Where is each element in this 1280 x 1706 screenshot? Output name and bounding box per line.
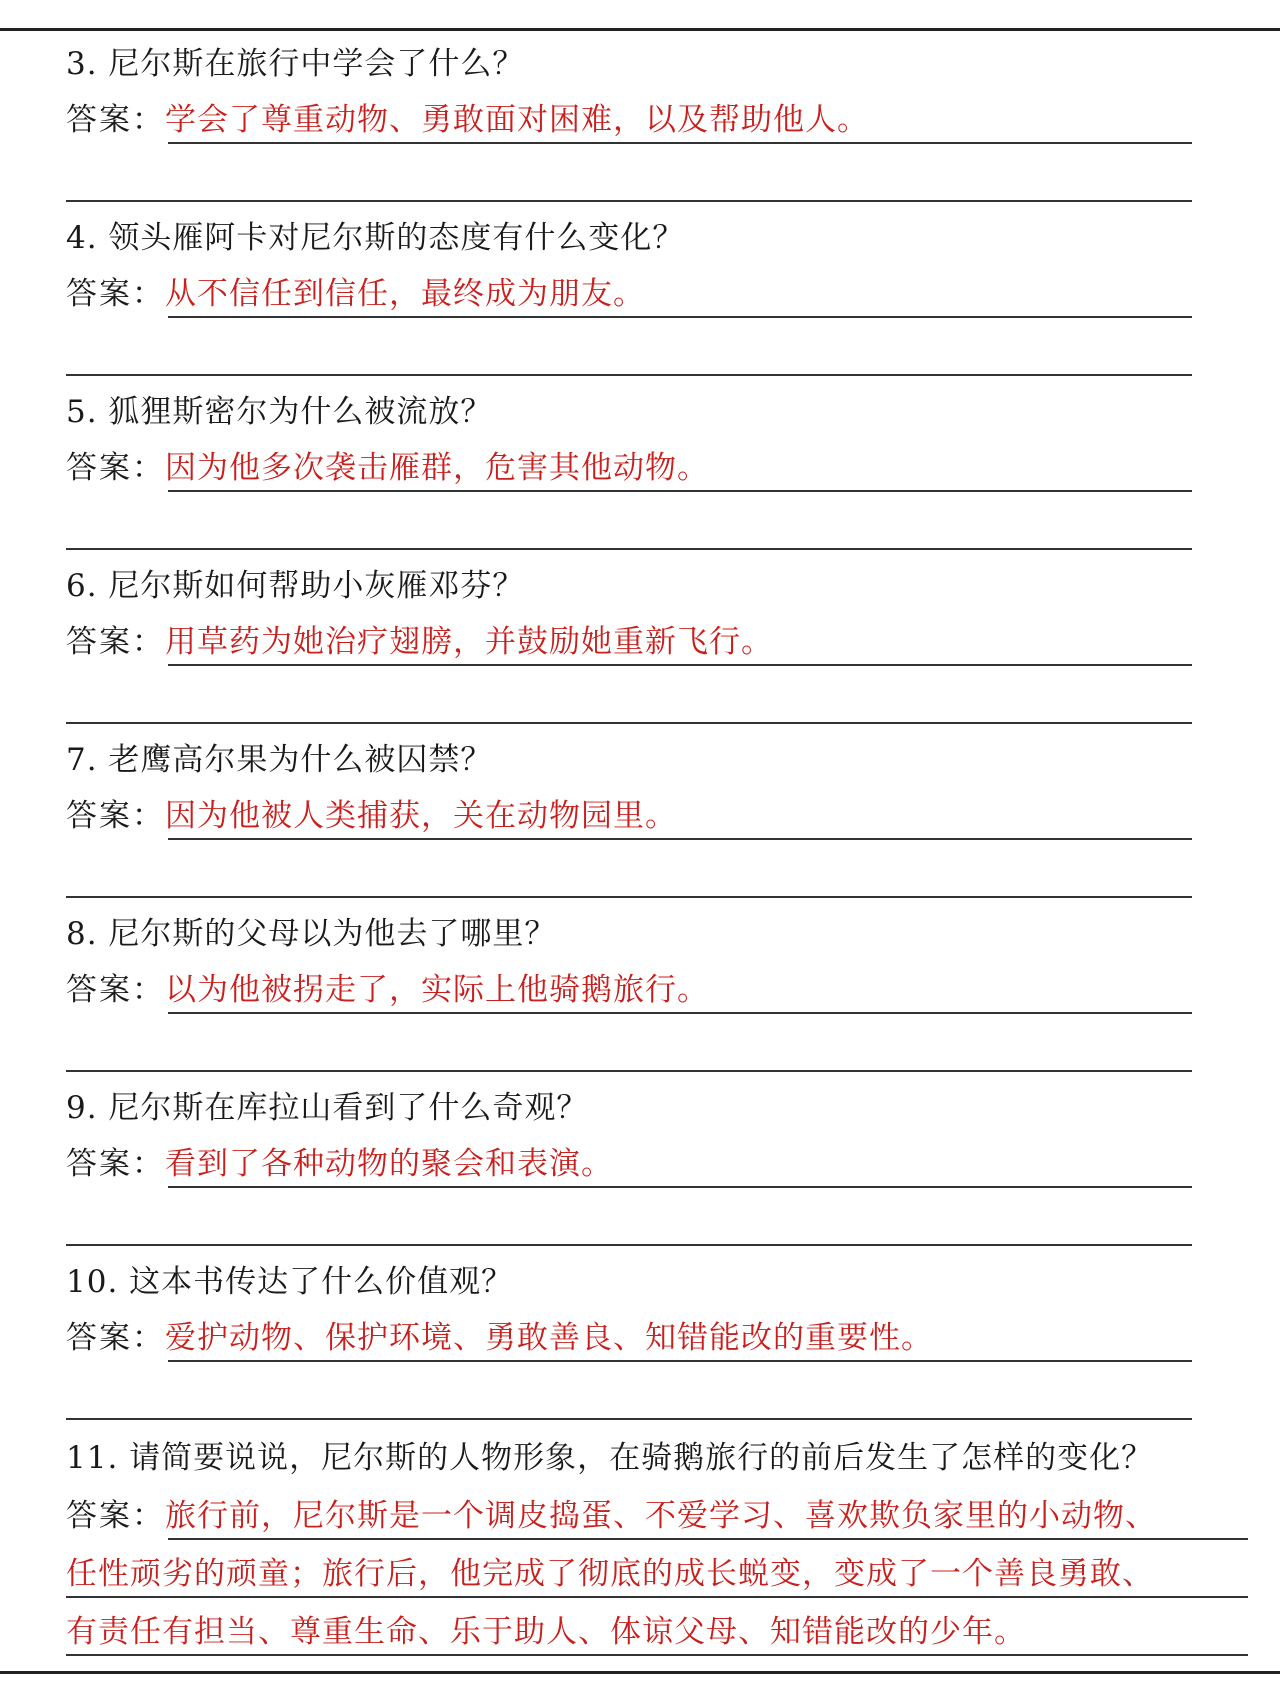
question-text: 6. 尼尔斯如何帮助小灰雁邓芬？: [66, 568, 525, 604]
answer-label: 答案：: [66, 972, 165, 1008]
answer-underline: [168, 1012, 1192, 1014]
answer-underline: [168, 1186, 1192, 1188]
answer-row: [66, 622, 773, 662]
answer-underline: [66, 1654, 1248, 1656]
answer-underline: [168, 1538, 1248, 1540]
question-text: 3. 尼尔斯在旅行中学会了什么？: [66, 46, 525, 82]
question-text: 9. 尼尔斯在库拉山看到了什么奇观？: [66, 1090, 589, 1126]
answer-underline: [168, 838, 1192, 840]
bottom-border: [0, 1671, 1280, 1674]
question-text: 11. 请简要说说，尼尔斯的人物形象，在骑鹅旅行的前后发生了怎样的变化？: [66, 1440, 1154, 1476]
answer-row: [66, 970, 709, 1010]
question-text: 4. 领头雁阿卡对尼尔斯的态度有什么变化？: [66, 220, 685, 256]
answer-line-3: 有责任有担当、尊重生命、乐于助人、体谅父母、知错能改的少年。: [66, 1614, 1026, 1650]
answer-label: 答案：: [66, 102, 165, 138]
question-text: 10. 这本书传达了什么价值观？: [66, 1264, 514, 1300]
answer-text: 因为他多次袭击雁群，危害其他动物。: [165, 450, 709, 486]
answer-text: 学会了尊重动物、勇敢面对困难，以及帮助他人。: [165, 102, 869, 138]
blank-line: [66, 1244, 1192, 1246]
answer-label: 答案：: [66, 1146, 165, 1182]
blank-line: [66, 200, 1192, 202]
answer-underline: [168, 490, 1192, 492]
question-text: 5. 狐狸斯密尔为什么被流放？: [66, 394, 493, 430]
answer-label: 答案：: [66, 1320, 165, 1356]
answer-text: 因为他被人类捕获，关在动物园里。: [165, 798, 677, 834]
answer-text: 用草药为她治疗翅膀，并鼓励她重新飞行。: [165, 624, 773, 660]
blank-line: [66, 548, 1192, 550]
answer-row: [66, 1318, 933, 1358]
answer-row: [66, 100, 869, 140]
blank-line: [66, 1418, 1192, 1420]
answer-text: 以为他被拐走了，实际上他骑鹅旅行。: [165, 972, 709, 1008]
answer-text: 从不信任到信任，最终成为朋友。: [165, 276, 645, 312]
blank-line: [66, 896, 1192, 898]
answer-underline: [168, 316, 1192, 318]
blank-line: [66, 374, 1192, 376]
blank-line: [66, 722, 1192, 724]
answer-underline: [66, 1596, 1248, 1598]
answer-text: 爱护动物、保护环境、勇敢善良、知错能改的重要性。: [165, 1320, 933, 1356]
answer-underline: [168, 142, 1192, 144]
answer-label: 答案：: [66, 1498, 165, 1534]
answer-line-1: [66, 1496, 1157, 1536]
blank-line: [66, 1070, 1192, 1072]
answer-line-2: 任性顽劣的顽童；旅行后，他完成了彻底的成长蜕变，变成了一个善良勇敢、: [66, 1556, 1154, 1592]
answer-label: 答案：: [66, 276, 165, 312]
answer-row: [66, 1144, 613, 1184]
answer-row: [66, 448, 709, 488]
question-text: 8. 尼尔斯的父母以为他去了哪里？: [66, 916, 557, 952]
answer-text: 看到了各种动物的聚会和表演。: [165, 1146, 613, 1182]
answer-row: [66, 796, 677, 836]
question-text: 7. 老鹰高尔果为什么被囚禁？: [66, 742, 493, 778]
top-border: [0, 28, 1280, 31]
answer-underline: [168, 1360, 1192, 1362]
answer-label: 答案：: [66, 450, 165, 486]
answer-label: 答案：: [66, 798, 165, 834]
answer-label: 答案：: [66, 624, 165, 660]
answer-text: 旅行前，尼尔斯是一个调皮捣蛋、不爱学习、喜欢欺负家里的小动物、: [165, 1498, 1157, 1534]
answer-row: [66, 274, 645, 314]
answer-underline: [168, 664, 1192, 666]
